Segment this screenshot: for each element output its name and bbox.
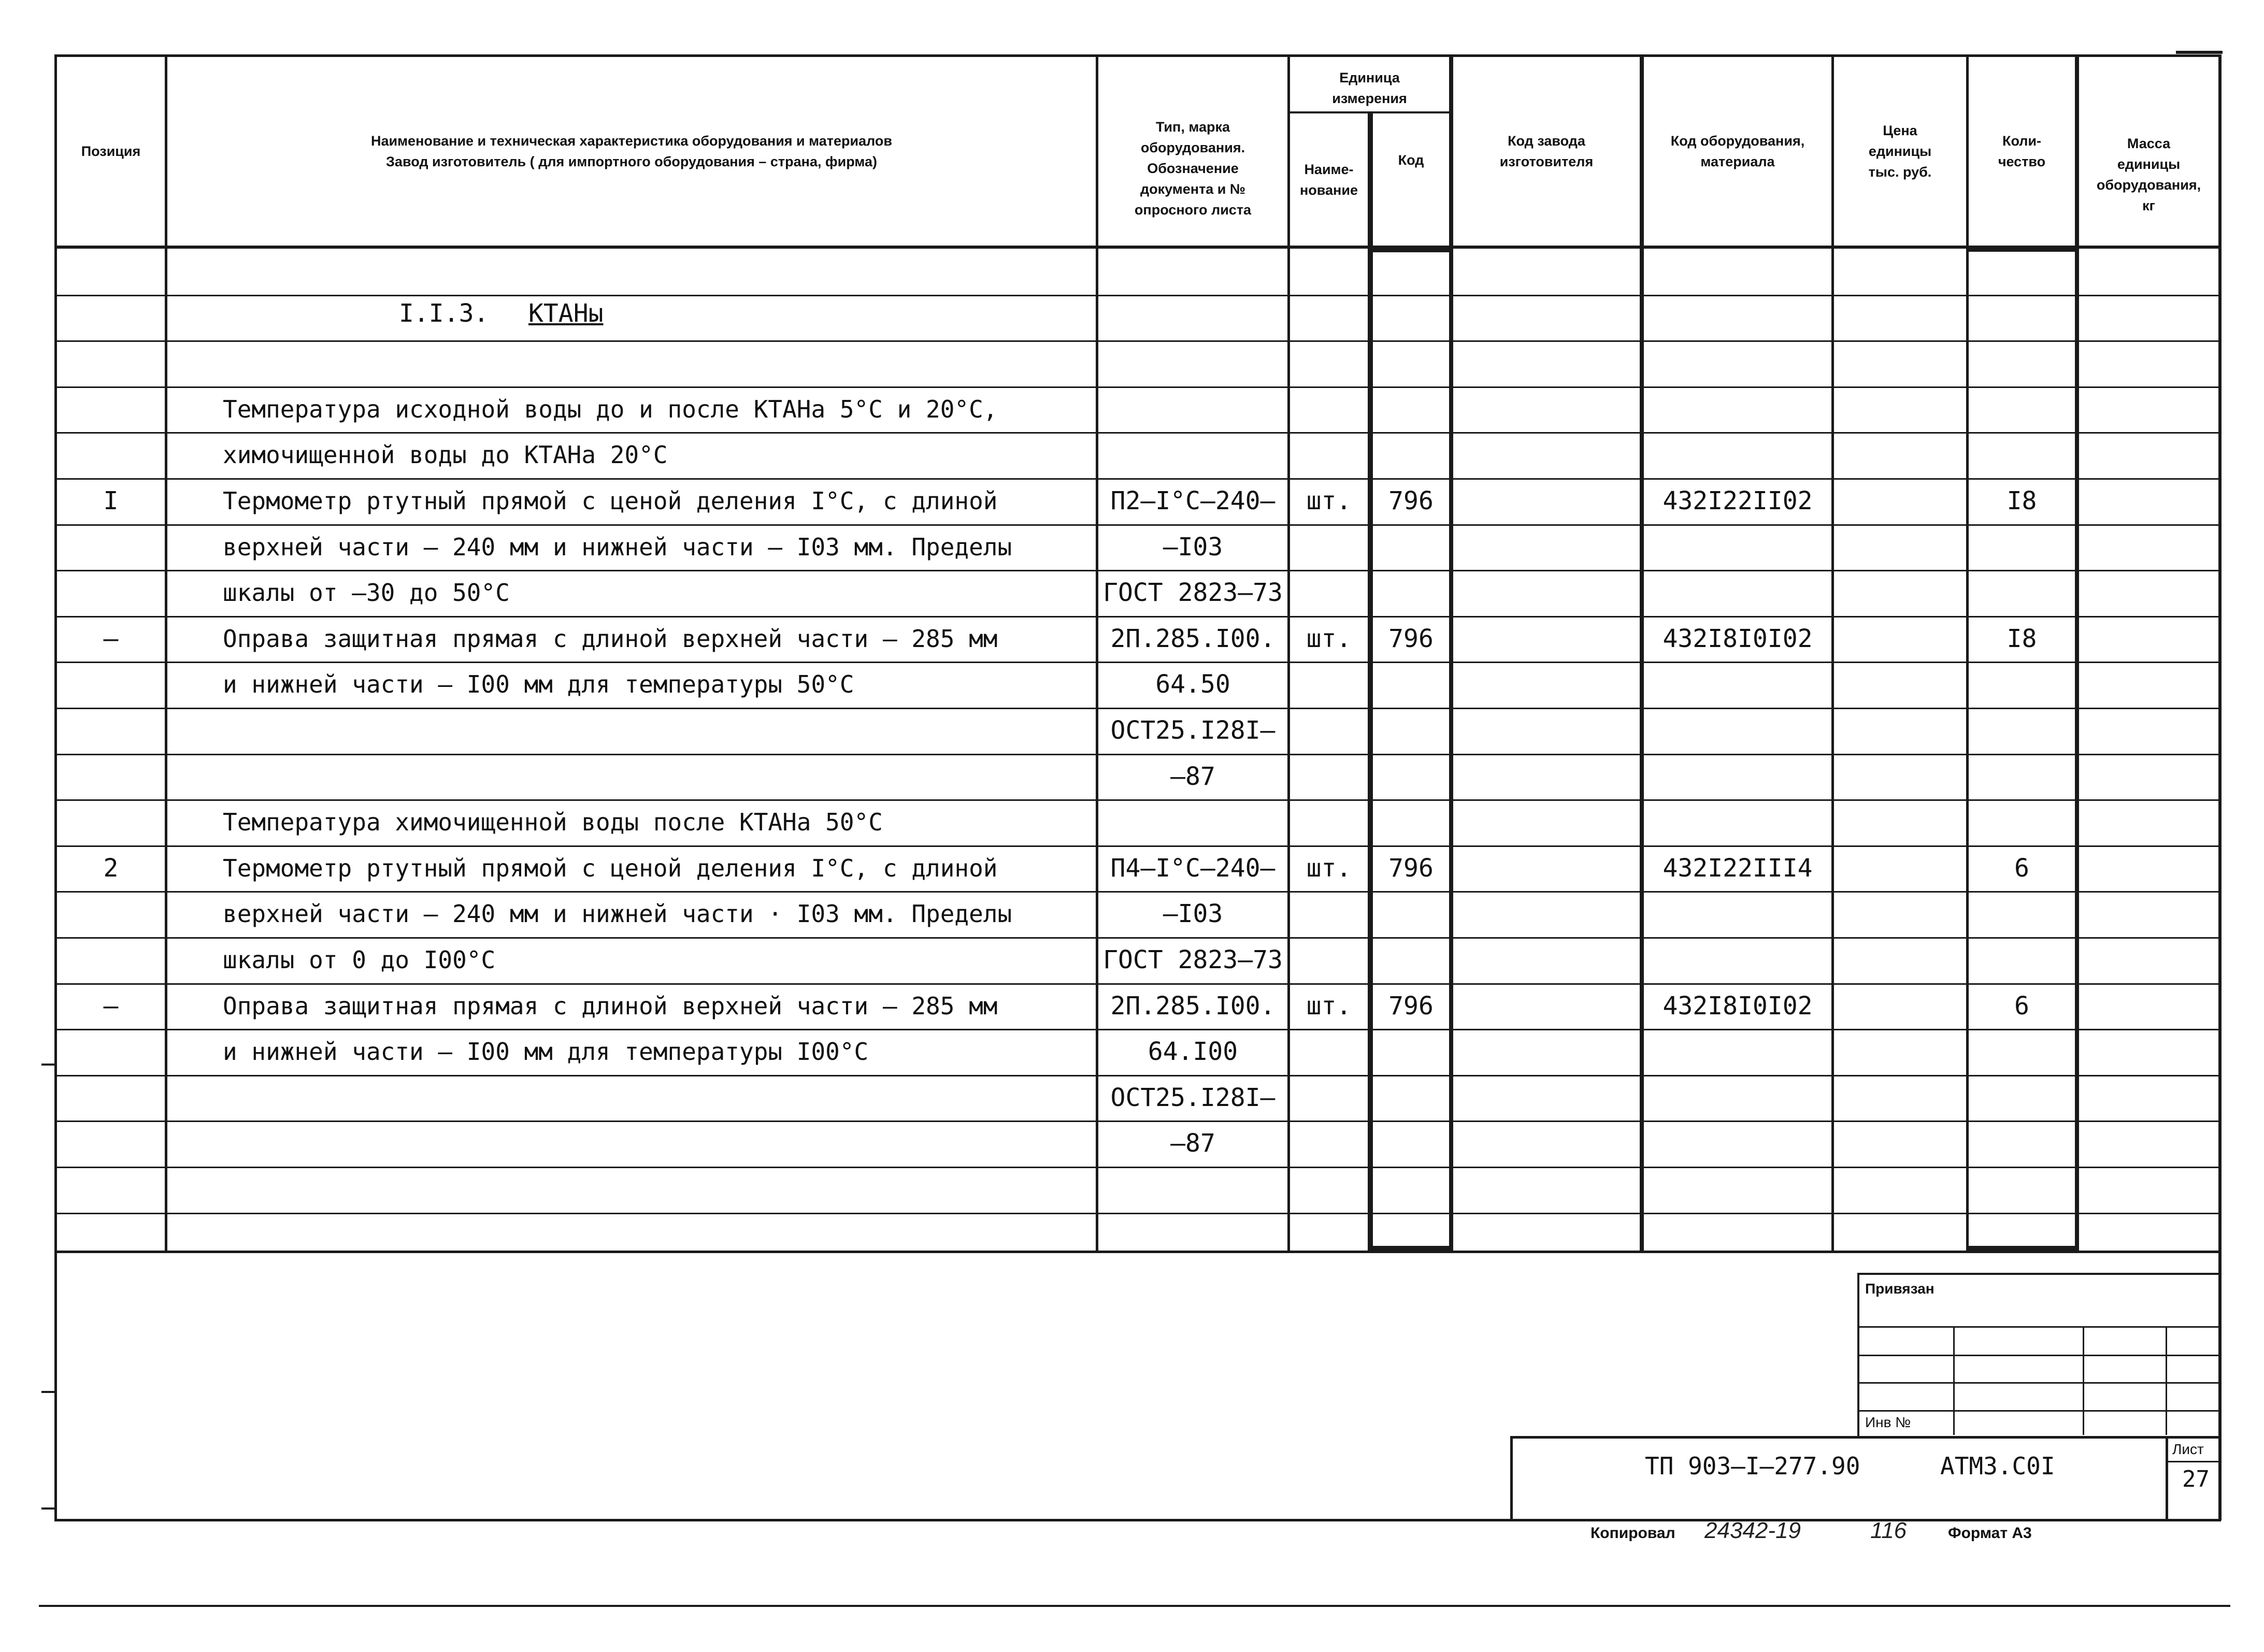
footer-format: Формат А3 xyxy=(1948,1525,2032,1542)
col-line-bold xyxy=(2075,54,2079,1252)
row-line xyxy=(54,1213,2221,1214)
margin-tick xyxy=(41,1391,57,1393)
stamp-line xyxy=(2166,1326,2167,1435)
header-qty: Коли- чество xyxy=(1998,133,2046,169)
cell-equip: 432I8I0I02 xyxy=(1663,992,1813,1021)
row-line xyxy=(54,708,2221,709)
cell-text: и нижней части – I00 мм для температуры I00°С xyxy=(223,1038,869,1066)
cell-type: ОСТ25.I28I– xyxy=(1110,1083,1276,1112)
frame-right-line xyxy=(2218,54,2222,1520)
stamp-line xyxy=(1953,1326,1955,1435)
cell-equip: 432I22III4 xyxy=(1663,854,1813,883)
stamp-linked-label: Привязан xyxy=(1865,1281,1935,1297)
stamp-line xyxy=(2083,1326,2084,1435)
row-line xyxy=(54,386,2221,388)
cell-text: верхней части – 240 мм и нижней части · I03 мм. Пределы xyxy=(223,900,1012,928)
cell-text: верхней части – 240 мм и нижней части – I03 мм. Пределы xyxy=(223,533,1012,561)
margin-tick xyxy=(41,1064,57,1066)
row-line xyxy=(54,845,2221,847)
row-line xyxy=(54,524,2221,526)
row-line xyxy=(54,1121,2221,1122)
row-line xyxy=(54,662,2221,663)
frame-left-line xyxy=(54,54,57,1520)
cell-text: Термометр ртутный прямой с ценой деления I°С, с длиной xyxy=(223,854,998,882)
table-bottom-line xyxy=(54,1251,2221,1253)
stamp-doc-top xyxy=(1510,1436,2220,1439)
section-name: КТАНы xyxy=(528,299,604,328)
footer-copied-label: Копировал xyxy=(1590,1525,1675,1542)
stamp-sheet-label: Лист xyxy=(2172,1441,2204,1457)
stamp-doc-number: ТП 903–I–277.90 xyxy=(1645,1452,1860,1480)
cell-unit: шт. xyxy=(1306,854,1352,883)
cell-text: шкалы от –30 до 50°С xyxy=(223,579,510,607)
cell-text: химочищенной воды до КТАНа 20°С xyxy=(223,441,668,469)
stamp-doc-code: АТМ3.С0I xyxy=(1940,1452,2055,1480)
top-right-mark xyxy=(2176,51,2223,54)
row-line xyxy=(54,616,2221,617)
row-line xyxy=(54,478,2221,480)
cell-type: 64.I00 xyxy=(1148,1037,1238,1066)
row-line xyxy=(54,1029,2221,1030)
header-maker-code: Код завода изготовителя xyxy=(1499,133,1594,169)
cell-qty: 6 xyxy=(2014,854,2029,883)
col-line-bold xyxy=(1368,111,1373,1252)
cell-type: П2–I°С–240– xyxy=(1110,486,1276,515)
cell-type: ГОСТ 2823–73 xyxy=(1103,945,1283,974)
stamp-sheet-divider xyxy=(2166,1461,2220,1462)
header-price: Цена единицы тыс. руб. xyxy=(1868,123,1932,180)
footer-copy-number: 24342-19 xyxy=(1704,1518,1801,1543)
cell-text: Температура исходной воды до и после КТАНа 5°С и 20°С, xyxy=(223,395,998,423)
cell-unit: шт. xyxy=(1306,624,1352,653)
row-line xyxy=(54,570,2221,571)
cell-pos: – xyxy=(103,624,119,653)
cell-code: 796 xyxy=(1388,854,1434,883)
cell-type: –87 xyxy=(1170,1129,1215,1158)
cell-qty: 6 xyxy=(2014,992,2029,1021)
row-line xyxy=(54,1167,2221,1168)
stamp-line xyxy=(1857,1273,2220,1275)
stamp-sheet-left xyxy=(2166,1436,2168,1520)
cell-qty: I8 xyxy=(2007,486,2037,515)
row-line xyxy=(54,799,2221,801)
cell-equip: 432I8I0I02 xyxy=(1663,624,1813,653)
row-line xyxy=(54,295,2221,296)
code-col-bottom xyxy=(1368,1246,1453,1251)
header-position: Позиция xyxy=(81,143,141,159)
section-number: I.I.3. xyxy=(399,299,489,328)
cell-type: 64.50 xyxy=(1155,670,1230,699)
cell-type: ГОСТ 2823–73 xyxy=(1103,578,1283,607)
cell-equip: 432I22II02 xyxy=(1663,486,1813,515)
cell-type: 2П.285.I00. xyxy=(1110,624,1276,653)
cell-text: Оправа защитная прямая с длиной верхней части – 285 мм xyxy=(223,992,998,1020)
code-col-top xyxy=(1368,248,1453,252)
bottom-page-rule xyxy=(39,1605,2230,1607)
cell-type: 2П.285.I00. xyxy=(1110,992,1276,1021)
cell-unit: шт. xyxy=(1306,992,1352,1021)
row-line xyxy=(54,754,2221,755)
cell-pos: – xyxy=(103,992,119,1021)
header-bottom-line xyxy=(54,246,2221,249)
cell-text: Термометр ртутный прямой с ценой деления I°С, с длиной xyxy=(223,487,998,515)
cell-type: ОСТ25.I28I– xyxy=(1110,716,1276,745)
cell-pos: 2 xyxy=(103,854,119,883)
header-name: Наименование и техническая характеристика оборудования и материалов Завод изготовитель ( для импортного оборудования – страна, фирма) xyxy=(370,133,893,169)
cell-unit: шт. xyxy=(1306,486,1352,515)
row-line xyxy=(54,1075,2221,1076)
qty-col-bottom xyxy=(1966,1246,2077,1251)
header-unit-code: Код xyxy=(1398,152,1424,168)
cell-type: П4–I°С–240– xyxy=(1110,854,1276,883)
col-line-bold xyxy=(1449,54,1453,1252)
cell-text: шкалы от 0 до I00°С xyxy=(223,946,496,974)
cell-text: и нижней части – I00 мм для температуры 50°С xyxy=(223,670,854,698)
header-equip-code: Код оборудования, материала xyxy=(1670,133,1805,169)
row-line xyxy=(54,432,2221,434)
cell-code: 796 xyxy=(1388,624,1434,653)
cell-type: –87 xyxy=(1170,762,1215,791)
row-line xyxy=(54,983,2221,985)
footer-page-number: 116 xyxy=(1870,1518,1907,1543)
cell-text: Температура химочищенной воды после КТАНа 50°С xyxy=(223,808,883,836)
row-line xyxy=(54,937,2221,939)
cell-code: 796 xyxy=(1388,992,1434,1021)
cell-text: Оправа защитная прямая с длиной верхней части – 285 мм xyxy=(223,625,998,653)
cell-qty: I8 xyxy=(2007,624,2037,653)
cell-code: 796 xyxy=(1388,486,1434,515)
qty-col-top xyxy=(1966,248,2077,252)
cell-type: –I03 xyxy=(1163,899,1223,928)
header-mass: Масса единицы оборудования, кг xyxy=(2096,136,2201,213)
header-type: Тип, марка оборудования. Обозначение документа и № опросного листа xyxy=(1134,119,1252,218)
header-unit: Единица измерения xyxy=(1332,70,1407,106)
margin-tick xyxy=(41,1507,57,1510)
header-unit-name: Наиме- нование xyxy=(1300,161,1358,198)
row-line xyxy=(54,340,2221,342)
stamp-doc-left xyxy=(1510,1436,1513,1520)
stamp-sheet-number: 27 xyxy=(2182,1466,2210,1492)
stamp-inv-label: Инв № xyxy=(1865,1414,1911,1430)
cell-type: –I03 xyxy=(1163,533,1223,562)
row-line xyxy=(54,891,2221,893)
col-line-bold xyxy=(1640,54,1644,1252)
cell-pos: I xyxy=(103,486,119,515)
